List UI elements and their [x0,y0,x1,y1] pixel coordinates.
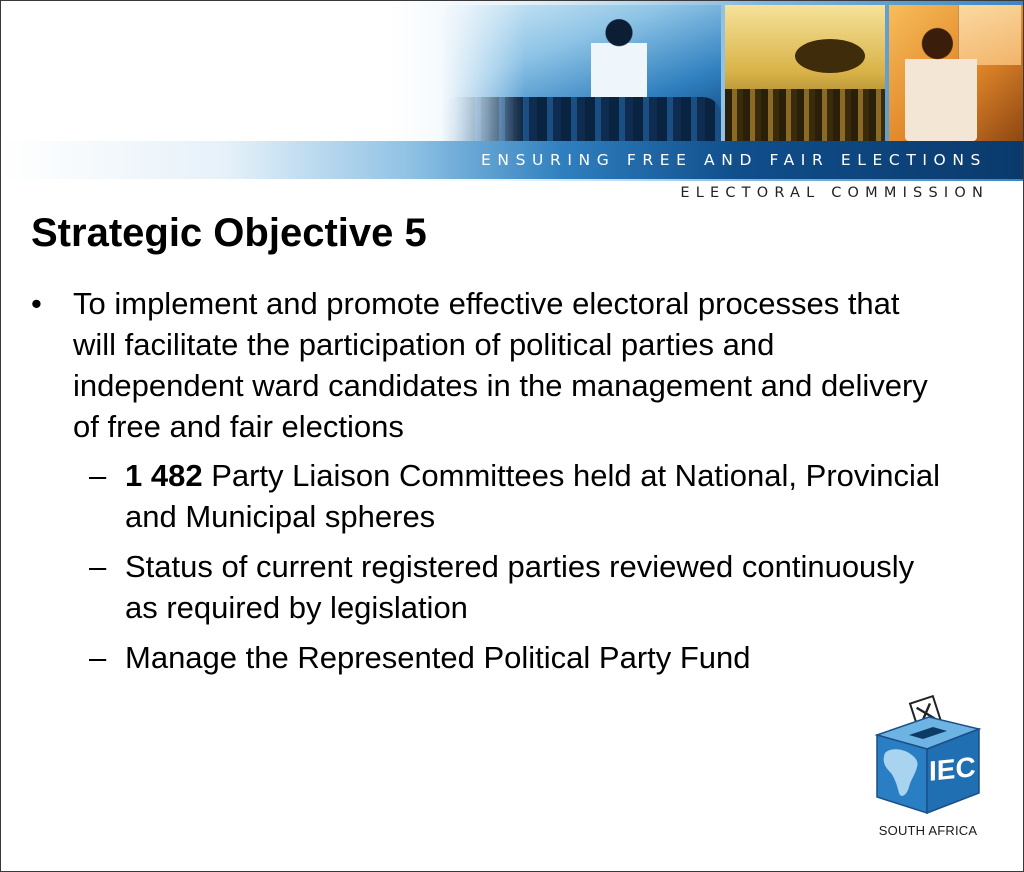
banner-photo-queue [725,5,885,141]
slide-body [31,283,951,687]
organization-name: ELECTORAL COMMISSION [680,185,989,201]
header-banner [1,1,1023,201]
bullet-marker: • [31,286,42,321]
sub-bullet-marker: – [89,458,107,493]
sub-bullet-item [31,637,951,678]
ballot-box-icon [871,695,983,823]
sub-bullet-marker: – [89,549,107,584]
iec-logo [871,695,983,845]
sub-bullet-list [31,455,951,678]
slide-title: Strategic Objective 5 [31,211,427,255]
banner-photo-official [889,5,1023,141]
sub-bullet-item [31,546,951,628]
logo-caption: SOUTH AFRICA [878,823,978,838]
sub-bullet-item [31,455,951,537]
sub-bullet-marker: – [89,640,107,675]
banner-photo-voters [441,5,721,141]
header-tagline: ENSURING FREE AND FAIR ELECTIONS [481,151,987,169]
bullet-text: To implement and promote effective electoral processes that will facilitate the participation of political parties and independent ward candidates in the management and delivery of free and fair elections [73,286,928,444]
sub-bullet-text: Party Liaison Committees held at National, Provincial and Municipal spheres [125,458,941,534]
bullet-item [31,283,951,447]
sub-bullet-text: Manage the Represented Political Party Fund [125,640,751,675]
logo-iec-text: IEC [929,751,976,787]
sub-bullet-text: Status of current registered parties reviewed continuously as required by legislation [125,549,915,625]
sub-bullet-bold-number: 1 482 [125,458,203,493]
